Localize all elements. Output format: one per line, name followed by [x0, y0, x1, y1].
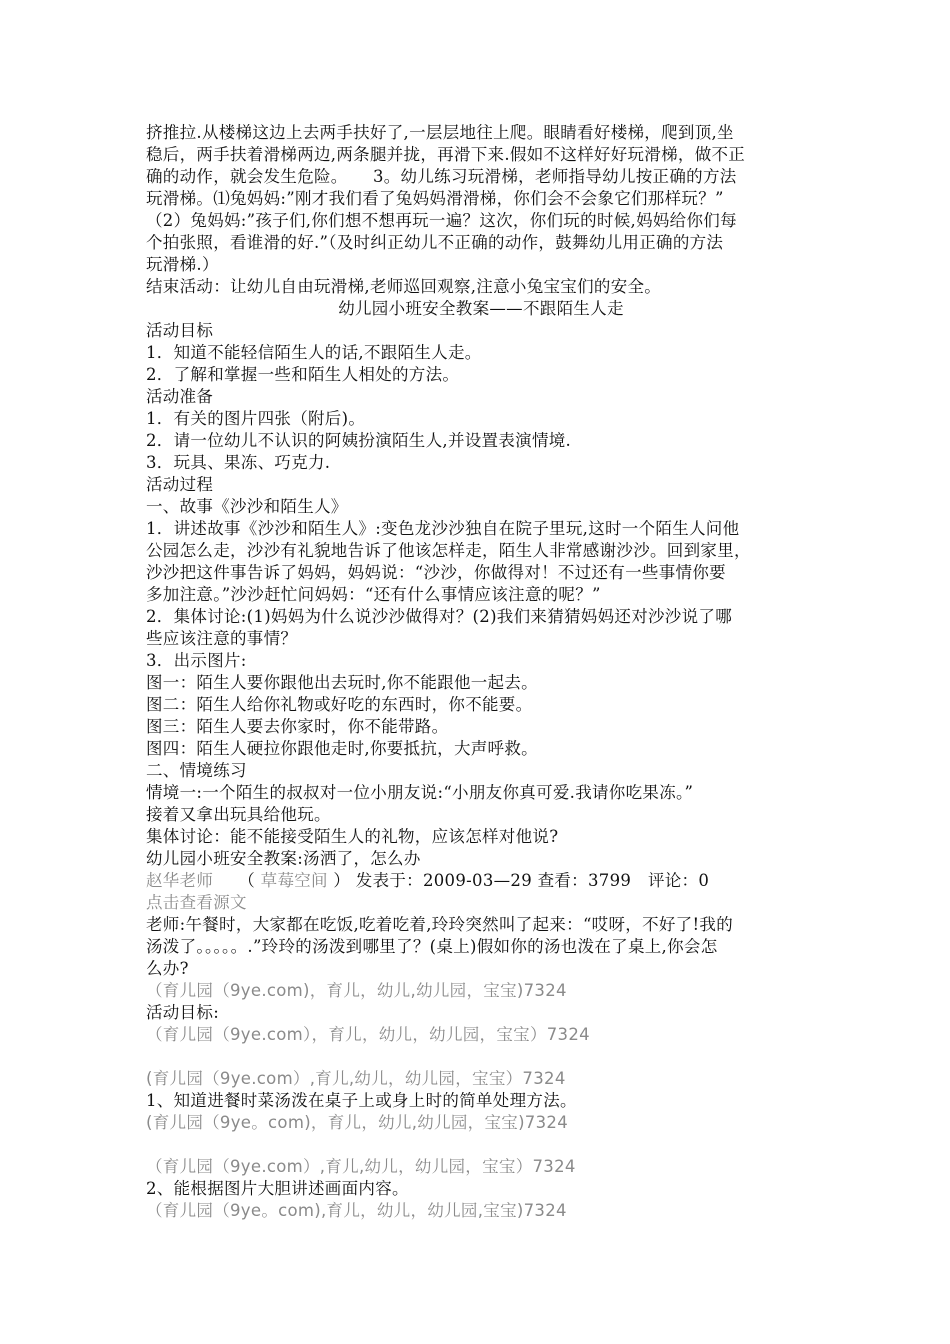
article-title: 幼儿园小班安全教案:汤洒了，怎么办 [146, 849, 421, 868]
text-line: 2．集体讨论:(1)妈妈为什么说沙沙做得对？(2)我们来猜猜妈妈还对沙沙说了哪 [146, 607, 733, 626]
heading: 一、故事《沙沙和陌生人》 [146, 497, 348, 516]
text-line: 2．了解和掌握一些和陌生人相处的方法。 [146, 365, 460, 384]
text-line: 稳后，两手扶着滑梯两边,两条腿并拢，再滑下来.假如不这样好好玩滑梯，做不正 [146, 145, 746, 164]
post-meta [146, 870, 816, 892]
text-line: 玩滑梯.） [146, 255, 219, 274]
text-line: 公园怎么走，沙沙有礼貌地告诉了他该怎样走，陌生人非常感谢沙沙。回到家里， [146, 541, 751, 560]
text-line: 1．知道不能轻信陌生人的话,不跟陌生人走。 [146, 343, 482, 362]
text-line: 结束活动：让幼儿自由玩滑梯,老师巡回观察,注意小兔宝宝们的安全。 [146, 277, 662, 296]
space-open: （ [238, 871, 256, 890]
watermark-line: （育儿园（9ye.com）,育儿,幼儿，幼儿园，宝宝）7324 [146, 1157, 576, 1176]
section-title: 幼儿园小班安全教案——不跟陌生人走 [338, 299, 624, 318]
text-line: 1．讲述故事《沙沙和陌生人》:变色龙沙沙独自在院子里玩,这时一个陌生人问他 [146, 519, 740, 538]
watermark-line: (育儿园（9ye。com)，育儿，幼儿,幼儿园，宝宝)7324 [146, 1113, 569, 1132]
author-link[interactable]: 赵华老师 [146, 871, 214, 890]
text-line: 图二：陌生人给你礼物或好吃的东西时，你不能要。 [146, 695, 533, 714]
text-line: 1．有关的图片四张（附后)。 [146, 409, 366, 428]
watermark-line: （育儿园（9ye.com），育儿，幼儿，幼儿园，宝宝）7324 [146, 1025, 590, 1044]
text-line: 3．玩具、果冻、巧克力. [146, 453, 331, 472]
text-line: 1、知道进餐时菜汤泼在桌子上或身上时的简单处理方法。 [146, 1091, 577, 1110]
heading: 二、情境练习 [146, 761, 247, 780]
text-line: 3．出示图片: [146, 651, 247, 670]
text-line: 沙沙把这件事告诉了妈妈，妈妈说：“沙沙，你做得对！不过还有一些事情你要 [146, 563, 726, 582]
text-line: 玩滑梯。⑴兔妈妈:”刚才我们看了兔妈妈滑滑梯，你们会不会象它们那样玩？” [146, 189, 724, 208]
text-line: 多加注意。”沙沙赶忙问妈妈：“还有什么事情应该注意的呢？” [146, 585, 601, 604]
text-line: 老师:午餐时，大家都在吃饭,吃着吃着,玲玲突然叫了起来：“哎呀，不好了!我的 [146, 915, 734, 934]
text-line: （2）兔妈妈:”孩子们,你们想不想再玩一遍？这次，你们玩的时候,妈妈给你们每 [146, 211, 737, 230]
heading: 活动过程 [146, 475, 214, 494]
text-line: 图三：陌生人要去你家时，你不能带路。 [146, 717, 449, 736]
watermark-line: (育儿园（9ye.com）,育儿,幼儿，幼儿园，宝宝）7324 [146, 1069, 566, 1088]
watermark-line: （育儿园（9ye。com),育儿，幼儿，幼儿园,宝宝)7324 [146, 1201, 567, 1220]
watermark-line: （育儿园（9ye.com)，育儿，幼儿,幼儿园，宝宝)7324 [146, 981, 567, 1000]
heading: 活动准备 [146, 387, 214, 406]
space-link[interactable]: 草莓空间 [260, 871, 328, 890]
text-line: 图一：陌生人要你跟他出去玩时,你不能跟他一起去。 [146, 673, 538, 692]
text-line: 集体讨论：能不能接受陌生人的礼物，应该怎样对他说? [146, 827, 559, 846]
text-line: 接着又拿出玩具给他玩。 [146, 805, 331, 824]
text-line: 情境一:一个陌生的叔叔对一位小朋友说:“小朋友你真可爱.我请你吃果冻。” [146, 783, 694, 802]
text-line: 确的动作，就会发生危险。 3。幼儿练习玩滑梯，老师指导幼儿按正确的方法 [146, 167, 737, 186]
text-line: 2．请一位幼儿不认识的阿姨扮演陌生人,并设置表演情境. [146, 431, 572, 450]
text-line: 挤推拉.从楼梯这边上去两手扶好了,一层层地往上爬。眼睛看好楼梯，爬到顶,坐 [146, 123, 734, 142]
text-line: 汤泼了。。。。。.”玲玲的汤泼到哪里了？(桌上)假如你的汤也泼在了桌上,你会怎 [146, 937, 718, 956]
text-line: 2、能根据图片大胆讲述画面内容。 [146, 1179, 409, 1198]
heading: 活动目标 [146, 321, 214, 340]
text-line: 图四：陌生人硬拉你跟他走时,你要抵抗，大声呼救。 [146, 739, 538, 758]
heading: 活动目标: [146, 1003, 220, 1022]
space-close: ） [333, 871, 351, 890]
text-line: 些应该注意的事情？ [146, 629, 298, 648]
text-line: 个拍张照，看谁滑的好.”（及时纠正幼儿不正确的动作，鼓舞幼儿用正确的方法 [146, 233, 724, 252]
text-line: 么办? [146, 959, 189, 978]
post-info: 发表于：2009-03—29 查看：3799 评论：0 [355, 871, 710, 890]
view-source-link[interactable]: 点击查看源文 [146, 893, 247, 912]
